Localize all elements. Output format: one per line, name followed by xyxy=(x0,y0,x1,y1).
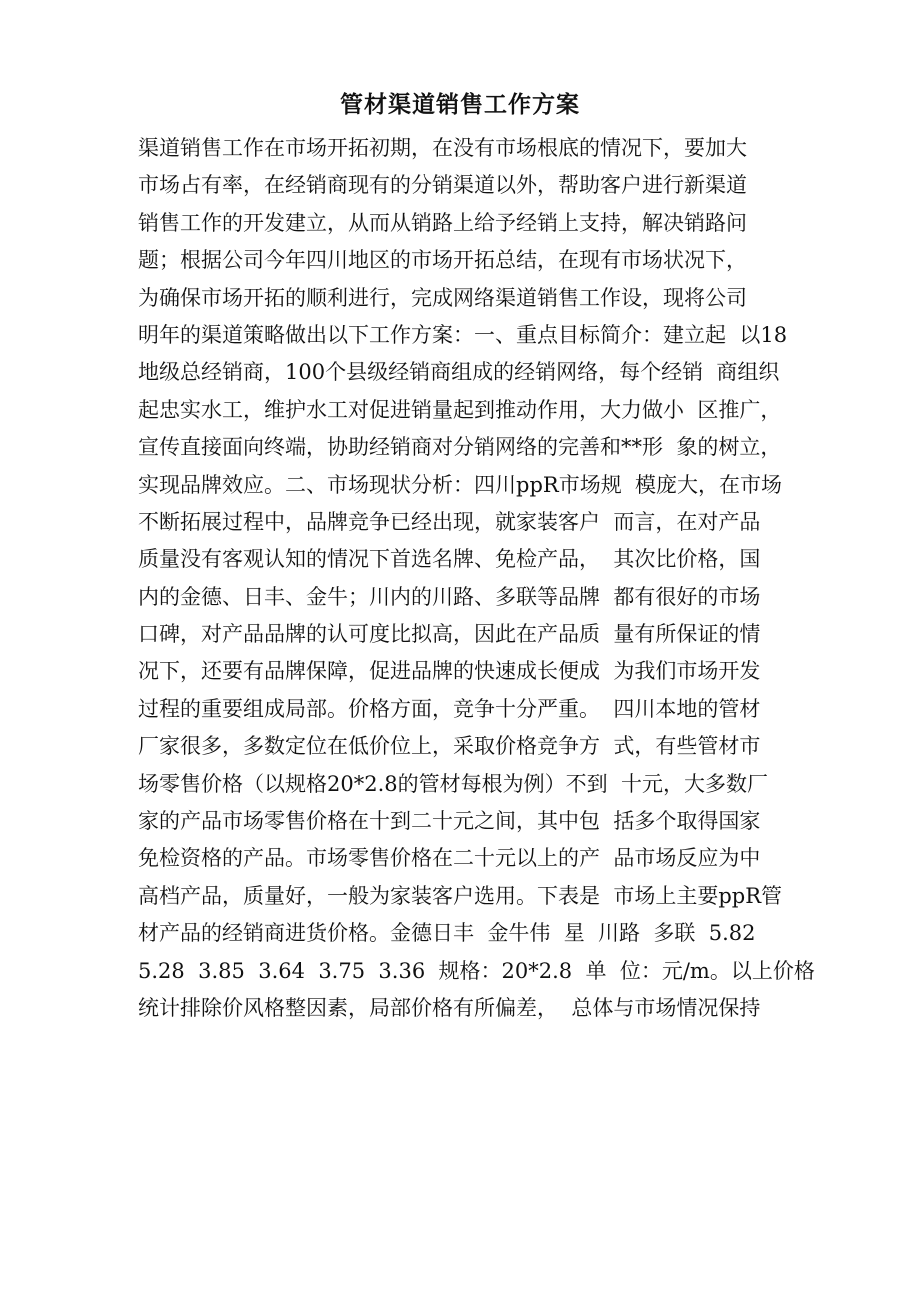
document-body xyxy=(138,130,815,1027)
body-line: 场零售价格（以规格20*2.8的管材每根为例）不到 十元，大多数厂 xyxy=(138,771,768,796)
body-line: 况下，还要有品牌保障，促进品牌的快速成长便成 为我们市场开发 xyxy=(138,659,761,684)
body-line: 不断拓展过程中，品牌竞争已经出现，就家装客户 而言，在对产品 xyxy=(138,509,761,534)
body-line: 统计排除价风格整因素，局部价格有所偏差， 总体与市场情况保持 xyxy=(138,995,761,1020)
body-line: 过程的重要组成局部。价格方面，竞争十分严重。 四川本地的管材 xyxy=(138,696,761,721)
body-line: 家的产品市场零售价格在十到二十元之间，其中包 括多个取得国家 xyxy=(138,809,761,834)
body-line: 5.28 3.85 3.64 3.75 3.36 规格：20*2.8 单 位：元/m。以上价格 xyxy=(138,958,815,983)
body-line: 宣传直接面向终端，协助经销商对分销网络的完善和**形 象的树立， xyxy=(138,435,782,460)
body-line: 质量没有客观认知的情况下首选名牌、免检产品， 其次比价格，国 xyxy=(138,547,761,572)
body-line: 材产品的经销商进货价格。金德日丰 金牛伟 星 川路 多联 5.82 xyxy=(138,921,756,946)
body-line: 免检资格的产品。市场零售价格在二十元以上的产 品市场反应为中 xyxy=(138,846,761,871)
body-line: 口碑，对产品品牌的认可度比拟高，因此在产品质 量有所保证的情 xyxy=(138,622,761,647)
body-line: 题；根据公司今年四川地区的市场开拓总结，在现有市场状况下， xyxy=(138,248,747,273)
body-line: 市场占有率，在经销商现有的分销渠道以外，帮助客户进行新渠道 xyxy=(138,173,747,198)
body-line: 实现品牌效应。二、市场现状分析：四川ppR市场规 模庞大，在市场 xyxy=(138,472,783,497)
body-line: 为确保市场开拓的顺利进行，完成网络渠道销售工作设，现将公司 xyxy=(138,285,747,310)
body-line: 明年的渠道策略做出以下工作方案：一、重点目标简介：建立起 以18 xyxy=(138,322,788,347)
body-line: 渠道销售工作在市场开拓初期，在没有市场根底的情况下，要加大 xyxy=(138,136,747,160)
document-title: 管材渠道销售工作方案 xyxy=(340,91,580,118)
body-line: 内的金德、日丰、金牛；川内的川路、多联等品牌 都有很好的市场 xyxy=(138,584,761,609)
body-line: 起忠实水工，维护水工对促进销量起到推动作用，大力做小 区推广， xyxy=(138,397,782,422)
body-line: 厂家很多，多数定位在低价位上，采取价格竞争方 式，有些管材市 xyxy=(138,734,761,759)
body-line: 地级总经销商，100个县级经销商组成的经销网络，每个经销 商组织 xyxy=(138,360,780,385)
body-line: 销售工作的开发建立，从而从销路上给予经销上支持，解决销路问 xyxy=(138,210,747,235)
body-line: 高档产品，质量好，一般为家装客户选用。下表是 市场上主要ppR管 xyxy=(138,883,783,908)
